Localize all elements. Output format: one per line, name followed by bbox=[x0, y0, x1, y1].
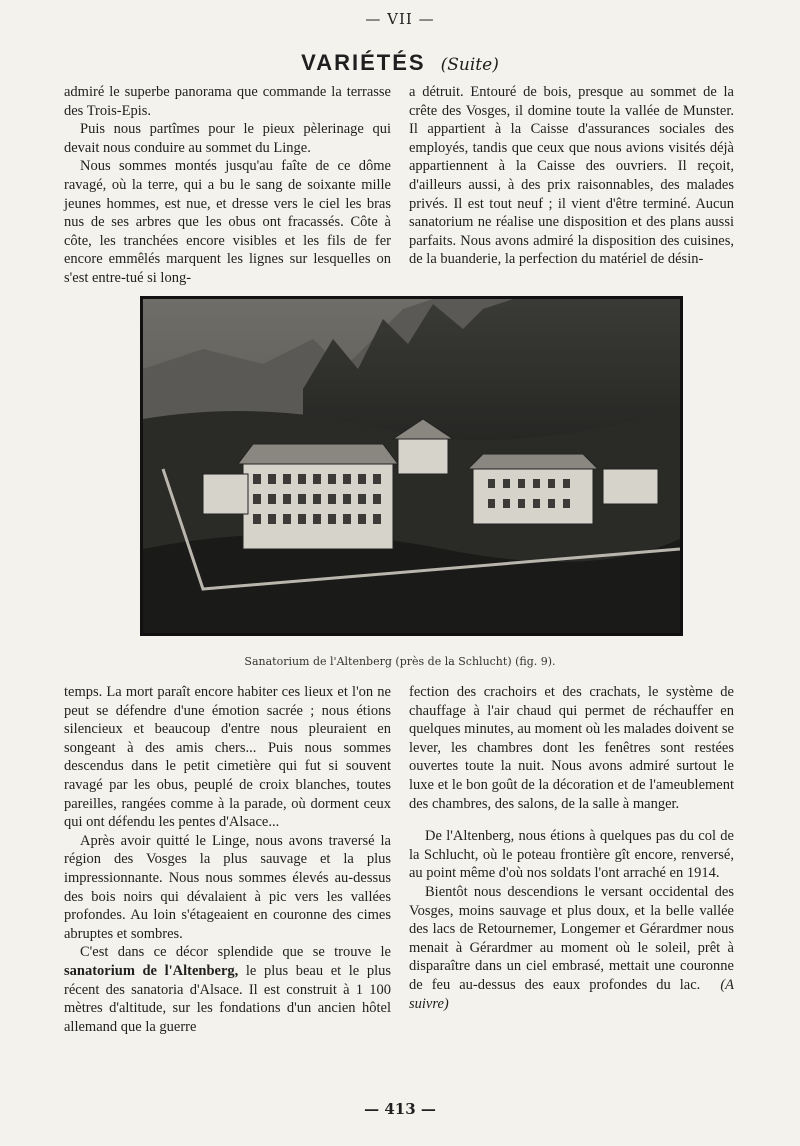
paragraph: De l'Altenberg, nous étions à quelques pas du col de la Schlucht, où le poteau frontière gît encore, renversé, au point même d'où nos soldats l'ont arraché en 1914. bbox=[409, 828, 734, 882]
text-run: Bientôt nous descendions le versant occidental des Vosges, moins sauvage et plus doux, et la belle vallée des lacs de Retournemer, Longemer et Gérardmer nous menait à Gérardmer au moment où le soleil, prêt à disparaître dans un ciel embrasé, mettait une couronne de feu au-dessus des eaux profondes du lac. bbox=[409, 883, 734, 993]
paragraph: fection des crachoirs et des crachats, le système de chauffage à l'air chaud qui permet de réchauffer en quelques minutes, au moment où les malades doivent se lever, les chambres dont les fenêtres sont restées ouvertes toute la nuit. Nous avons admiré surtout le luxe et le bon goût de la décoration et de l'ameublement des chambres, des salons, de la salle à manger. bbox=[409, 684, 734, 812]
paragraph: a détruit. Entouré de bois, presque au sommet de la crête des Vosges, il domine toute la vallée de Munster. Il appartient à la Caisse d'assurances sociales des employés, tandis que ceux que nous avions visités déjà appartiennent à la Caisse des ouvriers. Il reçoit, d'ailleurs aussi, à des prix raisonnables, des malades privés. Il est tout neuf ; il vient d'être terminé. Aucun sanatorium ne réalise une disposition et des plans aussi parfaits. Nous avons admiré la disposition des cuisines, de la buanderie, la perfection du matériel de désin- bbox=[409, 84, 734, 268]
column-top-left bbox=[64, 83, 391, 288]
paragraph bbox=[64, 943, 391, 1036]
section-heading bbox=[0, 50, 800, 76]
paragraph: temps. La mort paraît encore habiter ces lieux et l'on ne peut se défendre d'une émotion sacrée ; nous étions silencieux et beaucoup d'entre nous pleuraient en songeant à des amis chers... Puis nous sommes descendus dans le petit cimetière qui fut si souvent ravagé par les obus, peuplé de croix blanches, toutes pareilles, rangées comme à la parade, où dorment ceux qui ont défendu les pentes d'Alsace... bbox=[64, 684, 391, 831]
page-header-number: — VII — bbox=[365, 10, 435, 28]
paragraph: Puis nous partîmes pour le pieux pèlerinage qui devait nous conduire au sommet du Linge. bbox=[64, 121, 391, 156]
section-title: VARIÉTÉS bbox=[301, 50, 426, 75]
photo-illustration bbox=[143, 299, 680, 633]
text-run: le plus beau et le plus récent des sanatoria d'Alsace. Il est construit à 1 100 mètres d'altitude, sur les fondations d'un ancien hôtel allemand que la guerre bbox=[64, 962, 392, 1035]
column-bottom-right bbox=[409, 683, 734, 1013]
sanatorium-name: sanatorium de l'Altenberg, bbox=[64, 962, 239, 979]
section-subtitle: (Suite) bbox=[440, 55, 499, 75]
paragraph: admiré le superbe panorama que commande la terrasse des Trois-Epis. bbox=[64, 84, 391, 119]
paragraph: Nous sommes montés jusqu'au faîte de ce dôme ravagé, où la terre, qui a bu le sang de soixante mille jeunes hommes, est nue, et dresse vers le ciel les bras nus de ses arbres que les obus ont fracassés. Côte à côte, les tranchées encore visibles et les fils de fer encore emmêlés marquent les lignes sur lesquelles on s'est entre-tué si long- bbox=[64, 158, 391, 286]
figure-caption: Sanatorium de l'Altenberg (près de la Schlucht) (fig. 9). bbox=[244, 655, 556, 668]
text-run: C'est dans ce décor splendide que se trouve le bbox=[80, 944, 391, 961]
page-folio: — 413 — bbox=[364, 1100, 436, 1118]
sanatorium-photograph bbox=[140, 296, 683, 636]
continuation-note: (A suivre) bbox=[409, 976, 734, 1012]
column-top-right bbox=[409, 83, 734, 269]
paragraph bbox=[409, 883, 734, 1013]
paragraph: Après avoir quitté le Linge, nous avons traversé la région des Vosges la plus sauvage et la plus impressionnante. Nous nous sommes élevés au-dessus des bois noirs qui dévalaient à pic vers les vallées profondes. Au loin s'étageaient en couronne des cimes abruptes et sombres. bbox=[64, 832, 391, 942]
column-bottom-left bbox=[64, 683, 391, 1036]
